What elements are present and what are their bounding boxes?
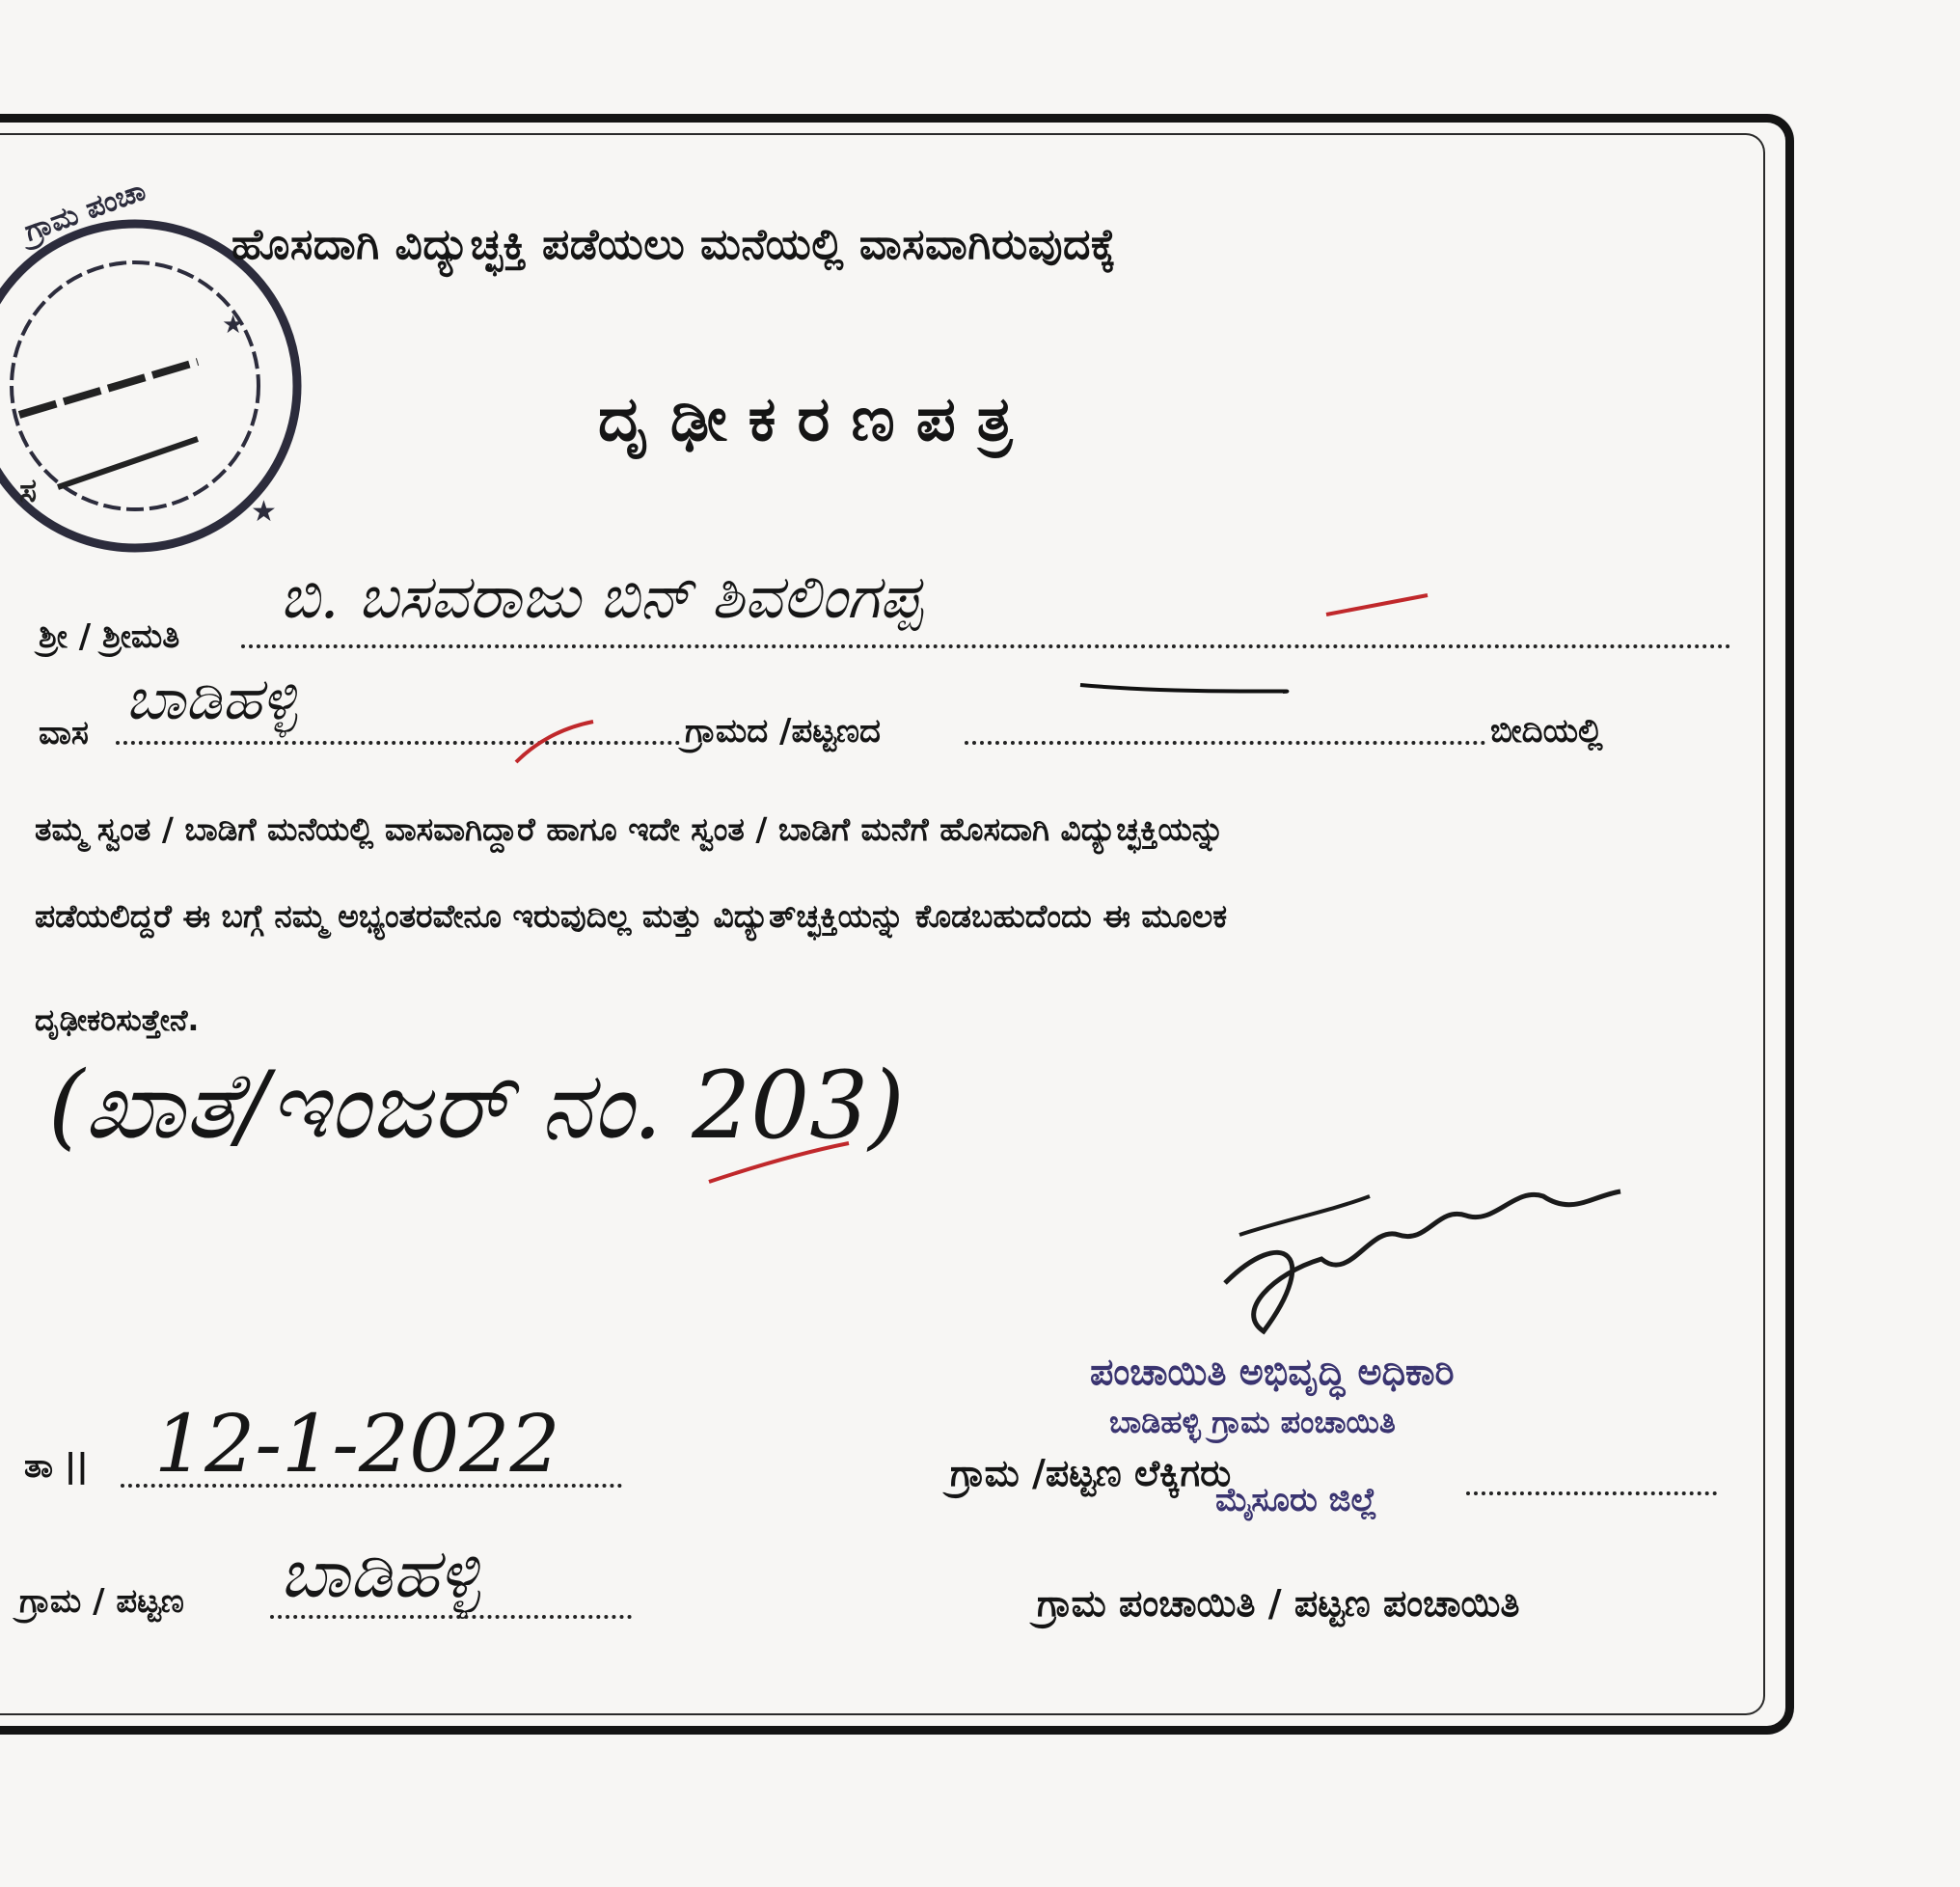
place-value: ಬಾಡಿಹಳ್ಳಿ — [125, 666, 298, 733]
svg-text:★: ★ — [251, 495, 277, 529]
town-dotted-line — [270, 1615, 632, 1619]
svg-text:ಗ್ರಾಮ ಪಂಚಾ: ಗ್ರಾಮ ಪಂಚಾ — [19, 173, 150, 249]
stamp-panchayat-name: ಬಾಡಿಹಳ್ಳಿ ಗ್ರಾಮ ಪಂಚಾಯಿತಿ — [1109, 1404, 1396, 1440]
place-label: ವಾಸ — [39, 714, 89, 752]
street-label: ಬೀದಿಯಲ್ಲಿ — [1490, 712, 1603, 751]
right-label: ಗ್ರಾಮ /ಪಟ್ಟಣ ಲೆಕ್ಕಿಗರು — [950, 1452, 1232, 1494]
officer-signature — [1206, 1167, 1630, 1360]
svg-text:★: ★ — [222, 311, 245, 340]
name-label: ಶ್ರೀ / ಶ್ರೀಮತಿ — [39, 617, 180, 656]
date-label: ತಾ || — [24, 1447, 89, 1486]
svg-text:ಸ: ಸ — [19, 472, 38, 510]
handwritten-note: (ಖಾತೆ/ಇಂಜರ್ ನಂ. 203) — [48, 1052, 905, 1160]
body-line-3: ದೃಢೀಕರಿಸುತ್ತೇನೆ. — [35, 1003, 200, 1038]
name-dotted-line — [241, 644, 1731, 648]
town-label: ಗ್ರಾಮ / ಪಟ್ಟಣ — [19, 1582, 184, 1621]
town-value: ಬಾಡಿಹಳ್ಳಿ — [280, 1534, 480, 1613]
stamp-district: ಮೈಸೂರು ಜಿಲ್ಲೆ — [1215, 1481, 1377, 1519]
date-value: 12-1-2022 — [154, 1399, 560, 1490]
stamp-officer-title: ಪಂಚಾಯಿತಿ ಅಭಿವೃದ್ಧಿ ಅಧಿಕಾರಿ — [1090, 1351, 1455, 1393]
document-title: ದೃಢೀಕರಣಪತ್ರ — [598, 384, 1034, 455]
footer-right-label: ಗ್ರಾಮ ಪಂಚಾಯಿತಿ / ಪಟ್ಟಣ ಪಂಚಾಯಿತಿ — [1037, 1582, 1520, 1625]
body-line-2: ಪಡೆಯಲಿದ್ದರೆ ಈ ಬಗ್ಗೆ ನಮ್ಮ ಅಭ್ಯಂತರವೇನೂ ಇರುವುದಿಲ್ಲ ಮತ್ತು ವಿದ್ಯುತ್‌ಚ್ಛಕ್ತಿಯನ್ನು ಕೊಡಬಹುದೆಂದು ಈ ಮೂಲಕ — [35, 897, 1228, 935]
right-dotted-line — [1466, 1491, 1717, 1495]
village-label: ಗ್ರಾಮದ /ಪಟ್ಟಣದ — [685, 712, 881, 751]
name-underline-stroke — [1071, 670, 1456, 709]
document-heading: ಹೊಸದಾಗಿ ವಿದ್ಯುಚ್ಛಕ್ತಿ ಪಡೆಯಲು ಮನೆಯಲ್ಲಿ ವಾಸವಾಗಿರುವುದಕ್ಕೆ — [231, 220, 1117, 269]
body-line-1: ತಮ್ಮ ಸ್ವಂತ / ಬಾಡಿಗೆ ಮನೆಯಲ್ಲಿ ವಾಸವಾಗಿದ್ದಾರೆ ಹಾಗೂ ಇದೇ ಸ್ವಂತ / ಬಾಡಿಗೆ ಮನೆಗೆ ಹೊಸದಾಗಿ ವಿದ್ಯುಚ್ಛಕ್ತಿಯನ್ನು — [35, 810, 1225, 848]
street-dotted-line — [965, 741, 1485, 745]
red-tick-place — [511, 714, 598, 772]
name-value: ಬಿ. ಬಸವರಾಜು ಬಿನ್ ಶಿವಲಿಂಗಪ್ಪ — [280, 561, 923, 632]
red-check-mark — [1321, 590, 1437, 619]
red-underline-note — [704, 1138, 858, 1187]
